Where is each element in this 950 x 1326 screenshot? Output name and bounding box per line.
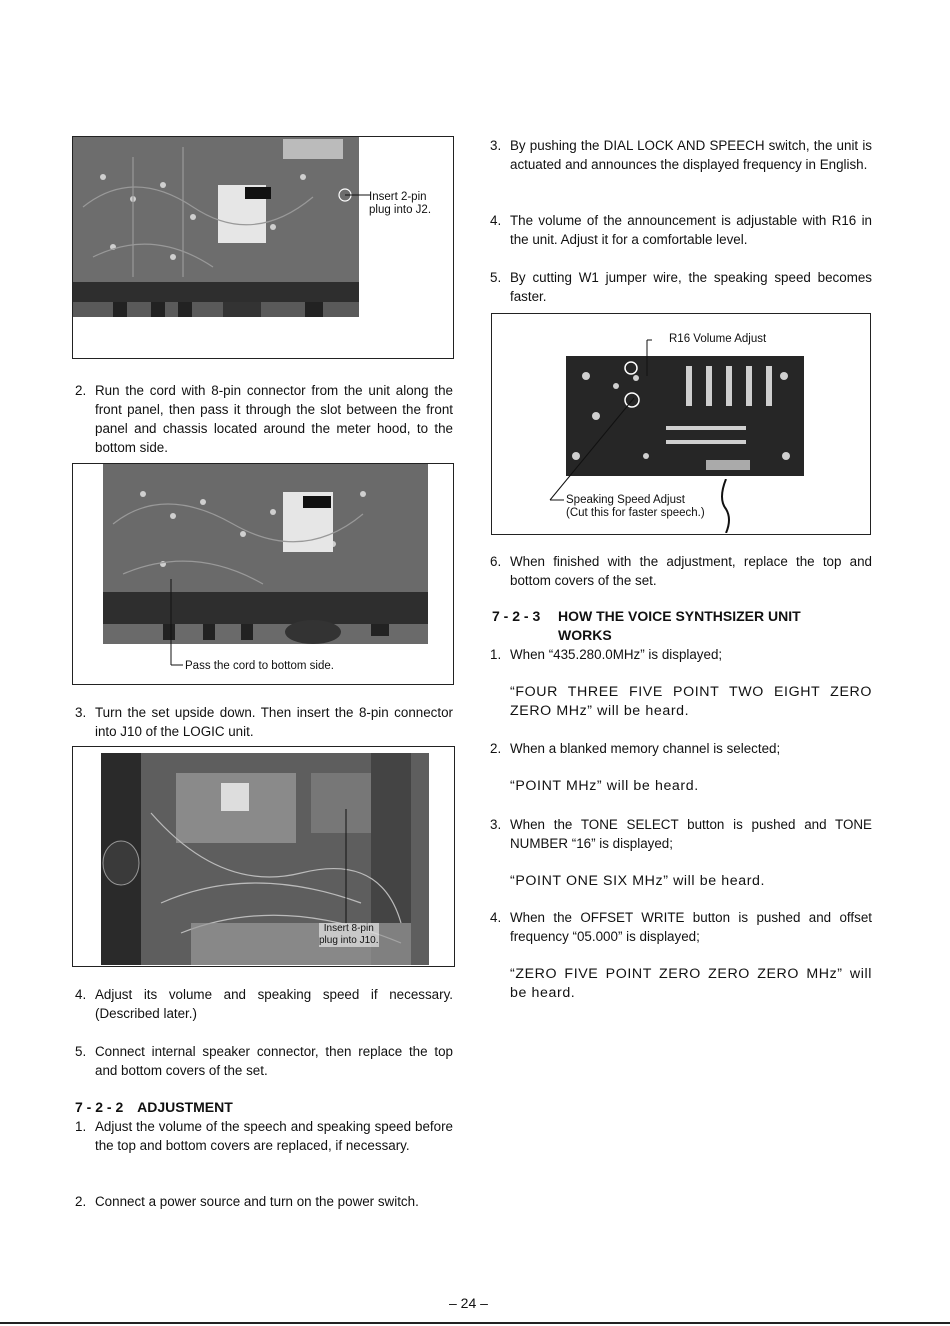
callout-speaking-speed: Speaking Speed Adjust (Cut this for faster speech.) [566, 494, 705, 519]
section-number: 7 - 2 - 3 [492, 608, 541, 624]
step-text: Connect internal speaker connector, then replace the top and bottom covers of the set. [95, 1044, 453, 1078]
step-text: Run the cord with 8-pin connector from the unit along the front panel, then pass it through the slot between the front panel and chassis located around the meter hood, to the bottom side. [95, 383, 453, 455]
section-title: ADJUSTMENT [137, 1099, 233, 1115]
step-number: 6. [490, 554, 502, 569]
callout-j2-plug: Insert 2-pin plug into J2. [369, 191, 432, 216]
section-title: HOW THE VOICE SYNTHSIZER UNIT WORKS [558, 608, 801, 643]
works-item-3 [490, 815, 872, 891]
step-text: By cutting W1 jumper wire, the speaking speed becomes faster. [510, 270, 872, 304]
adjust-step-6 [490, 552, 872, 590]
step-number: 2. [490, 741, 502, 756]
spoken-output: “POINT MHz” will be heard. [510, 778, 699, 794]
section-number: 7 - 2 - 2 [75, 1099, 124, 1115]
figure-j10-plug [72, 746, 455, 967]
condition-text: When the TONE SELECT button is pushed and TONE NUMBER “16” is displayed; [510, 817, 872, 851]
step-number: 1. [75, 1119, 87, 1134]
callout-leaders-r16-w1 [542, 330, 652, 515]
step-number: 3. [490, 817, 502, 832]
adjust-step-3 [490, 136, 872, 174]
circuit-board-photo [73, 137, 359, 317]
spoken-output: “FOUR THREE FIVE POINT TWO EIGHT ZERO ZERO MHz” will be heard. [510, 684, 872, 719]
figure-pass-cord [72, 463, 454, 685]
adjust-step-1 [75, 1117, 453, 1155]
install-step-4 [75, 985, 453, 1023]
section-heading-adjustment [75, 1098, 453, 1117]
figure-voice-unit-board [491, 313, 871, 535]
step-number: 4. [75, 987, 87, 1002]
figure-j2-plug [72, 136, 454, 359]
step-number: 5. [75, 1044, 87, 1059]
callout-pass-cord: Pass the cord to bottom side. [185, 660, 334, 672]
install-step-5 [75, 1042, 453, 1080]
condition-text: When a blanked memory channel is selected; [510, 741, 781, 756]
step-number: 5. [490, 270, 502, 285]
page-number: – 24 – [449, 1295, 488, 1311]
step-number: 1. [490, 647, 502, 662]
works-item-4 [490, 908, 872, 1003]
works-item-1 [490, 645, 872, 721]
step-number: 4. [490, 213, 502, 228]
step-text: By pushing the DIAL LOCK AND SPEECH switch, the unit is actuated and announces the displayed frequency in English. [510, 138, 872, 172]
step-text: Adjust its volume and speaking speed if necessary. (Described later.) [95, 987, 453, 1021]
chassis-photo [103, 464, 428, 644]
bottom-rule [0, 1322, 950, 1324]
step-text: When finished with the adjustment, replace the top and bottom covers of the set. [510, 554, 872, 588]
spoken-output: “POINT ONE SIX MHz” will be heard. [510, 873, 766, 889]
install-step-3 [75, 703, 453, 741]
step-text: Turn the set upside down. Then insert the 8-pin connector into J10 of the LOGIC unit. [95, 705, 453, 739]
adjust-step-4 [490, 211, 872, 249]
logic-unit-photo [101, 753, 429, 965]
board-illustration [73, 137, 359, 317]
adjust-step-2 [75, 1192, 453, 1211]
jumper-wire-w1 [718, 479, 734, 533]
step-number: 2. [75, 383, 87, 398]
step-number: 4. [490, 910, 502, 925]
spoken-output: “ZERO FIVE POINT ZERO ZERO ZERO MHz” will be heard. [510, 966, 872, 1001]
step-text: Adjust the volume of the speech and speaking speed before the top and bottom covers are replaced, if necessary. [95, 1119, 453, 1153]
works-item-2 [490, 739, 872, 796]
step-number: 2. [75, 1194, 87, 1209]
chassis-illustration [103, 464, 428, 644]
callout-leader-cord [165, 579, 185, 671]
section-heading-voice-synth [492, 607, 872, 645]
logic-unit-illustration [101, 753, 429, 965]
condition-text: When “435.280.0MHz” is displayed; [510, 647, 723, 662]
step-number: 3. [490, 138, 502, 153]
callout-leader-j10 [341, 809, 351, 927]
step-text: Connect a power source and turn on the power switch. [95, 1194, 419, 1209]
callout-r16-volume: R16 Volume Adjust [669, 333, 767, 345]
condition-text: When the OFFSET WRITE button is pushed and offset frequency “05.000” is displayed; [510, 910, 872, 944]
callout-j10-plug: Insert 8-pin plug into J10. [319, 923, 379, 946]
install-step-2 [75, 381, 453, 457]
step-number: 3. [75, 705, 87, 720]
adjust-step-5 [490, 268, 872, 306]
step-text: The volume of the announcement is adjustable with R16 in the unit. Adjust it for a comfortable level. [510, 213, 872, 247]
